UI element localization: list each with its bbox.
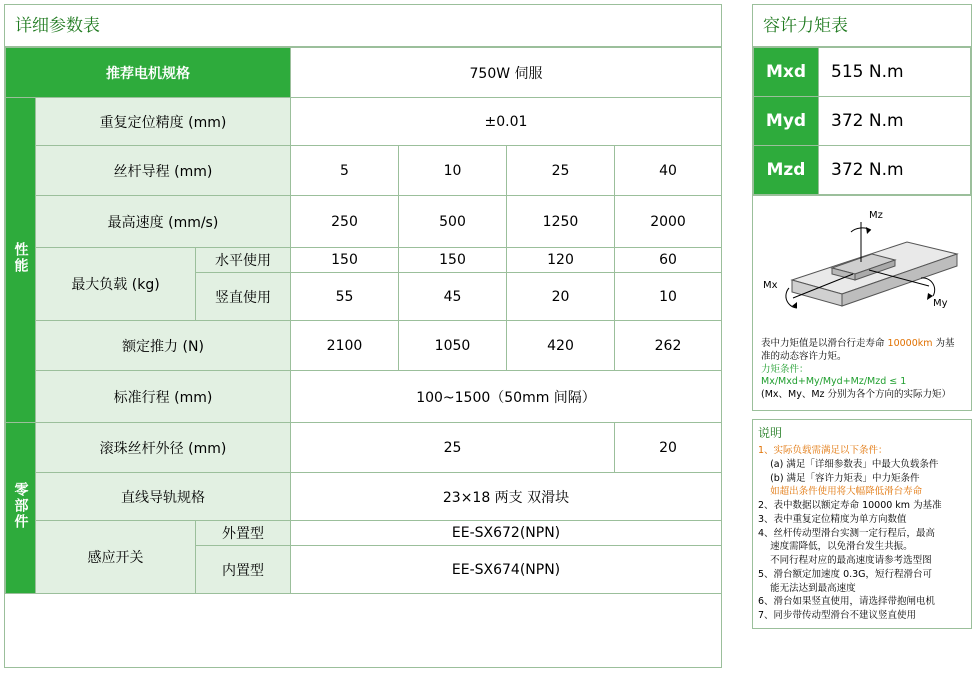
group-parts-label: 零部件 — [12, 482, 29, 530]
right-column — [752, 4, 972, 629]
screw-diameter-value-b: 20 — [615, 423, 722, 473]
lead-value-1: 5 — [291, 146, 399, 196]
motor-spec-label: 推荐电机规格 — [6, 48, 291, 98]
list-item: 6、滑台如果竖直使用，请选择带抱闸电机 — [758, 596, 936, 608]
list-item: 3、表中重复定位精度为单方向数值 — [758, 513, 907, 525]
rail-value: 23×18 两支 双滑块 — [291, 473, 722, 521]
list-item: 速度需降低，以免滑台发生共振。 — [758, 541, 913, 553]
sensor-external-label: 外置型 — [196, 521, 291, 546]
table-row — [6, 521, 722, 546]
max-load-horizontal-label: 水平使用 — [196, 248, 291, 273]
screw-diameter-label: 滚珠丝杆外径 (mm) — [36, 423, 291, 473]
torque-label-mzd: Mzd — [754, 146, 819, 195]
axis-label-mx: Mx — [763, 280, 778, 291]
rated-thrust-label: 额定推力 (N) — [36, 321, 291, 371]
torque-note — [757, 336, 967, 406]
table-row — [6, 371, 722, 423]
torque-note-distance: 10000km — [887, 338, 933, 349]
table-row — [6, 248, 722, 273]
sensor-external-value: EE-SX672(NPN) — [291, 521, 722, 546]
table-row — [754, 48, 971, 97]
torque-panel — [752, 4, 972, 196]
linear-actuator-axis-diagram — [757, 202, 967, 332]
detailed-parameters-panel — [4, 4, 722, 668]
lead-value-3: 25 — [507, 146, 615, 196]
lead-value-4: 40 — [615, 146, 722, 196]
repeat-accuracy-label: 重复定位精度 (mm) — [36, 98, 291, 146]
lead-value-2: 10 — [399, 146, 507, 196]
rated-thrust-value-2: 1050 — [399, 321, 507, 371]
list-item: 7、同步带传动型滑台不建议竖直使用 — [758, 610, 917, 622]
description-panel — [752, 419, 972, 629]
torque-value-myd: 372 N.m — [819, 97, 971, 146]
table-row — [754, 97, 971, 146]
repeat-accuracy-value: ±0.01 — [291, 98, 722, 146]
max-load-label: 最大负载 (kg) — [36, 248, 196, 321]
max-load-h-value-2: 150 — [399, 248, 507, 273]
torque-title: 容许力矩表 — [753, 5, 971, 47]
max-load-h-value-3: 120 — [507, 248, 615, 273]
torque-note-line1a: 表中力矩值是以滑台行走寿命 — [761, 338, 888, 349]
list-item: 如超出条件使用将大幅降低滑台寿命 — [758, 486, 923, 498]
list-item: 不同行程对应的最高速度请参考选型图 — [758, 555, 932, 567]
table-row — [6, 321, 722, 371]
rated-thrust-value-1: 2100 — [291, 321, 399, 371]
torque-note-line3: 力矩条件： — [761, 363, 809, 375]
max-load-v-value-2: 45 — [399, 273, 507, 321]
group-performance-label: 性能 — [12, 242, 29, 274]
torque-label-myd: Myd — [754, 97, 819, 146]
max-speed-value-4: 2000 — [615, 196, 722, 248]
torque-note-line1c: 为基 — [932, 338, 955, 349]
page-title: 详细参数表 — [5, 5, 721, 47]
list-item: 能无法达到最高速度 — [758, 582, 856, 594]
torque-table — [753, 47, 971, 195]
torque-value-mxd: 515 N.m — [819, 48, 971, 97]
torque-note-formula: Mx/Mxd+My/Myd+Mz/Mzd ≤ 1 — [761, 376, 907, 388]
torque-diagram-panel — [752, 196, 972, 411]
sensor-internal-label: 内置型 — [196, 546, 291, 594]
max-speed-value-1: 250 — [291, 196, 399, 248]
rated-thrust-value-3: 420 — [507, 321, 615, 371]
parameters-table — [5, 47, 722, 594]
table-row — [6, 423, 722, 473]
max-load-h-value-1: 150 — [291, 248, 399, 273]
table-row — [6, 473, 722, 521]
torque-note-line2: 准的动态容许力矩。 — [761, 350, 847, 362]
table-row — [6, 196, 722, 248]
max-speed-value-2: 500 — [399, 196, 507, 248]
rated-thrust-value-4: 262 — [615, 321, 722, 371]
axis-label-my: My — [933, 298, 948, 309]
table-row — [6, 48, 722, 98]
table-row — [6, 98, 722, 146]
description-title: 说明 — [758, 426, 783, 441]
table-row — [754, 146, 971, 195]
motor-spec-value: 750W 伺服 — [291, 48, 722, 98]
sensor-internal-value: EE-SX674(NPN) — [291, 546, 722, 594]
list-item: 1、实际负载需满足以下条件： — [758, 445, 888, 457]
list-item: (a) 满足「详细参数表」中最大负载条件 — [758, 458, 939, 470]
list-item: 5、滑台额定加速度 0.3G，短行程滑台可 — [758, 568, 933, 580]
max-speed-value-3: 1250 — [507, 196, 615, 248]
lead-label: 丝杆导程 (mm) — [36, 146, 291, 196]
max-speed-label: 最高速度 (mm/s) — [36, 196, 291, 248]
group-performance — [6, 98, 36, 423]
sensor-label: 感应开关 — [36, 521, 196, 594]
rail-label: 直线导轨规格 — [36, 473, 291, 521]
list-item: 2、表中数据以额定寿命 10000 km 为基准 — [758, 500, 942, 512]
screw-diameter-value-a: 25 — [291, 423, 615, 473]
list-item: (b) 满足「容许力矩表」中力矩条件 — [758, 472, 920, 484]
max-load-vertical-label: 竖直使用 — [196, 273, 291, 321]
torque-label-mxd: Mxd — [754, 48, 819, 97]
max-load-v-value-1: 55 — [291, 273, 399, 321]
stroke-value: 100~1500（50mm 间隔） — [291, 371, 722, 423]
group-parts — [6, 423, 36, 594]
list-item: 4、丝杆传动型滑台实测一定行程后，最高 — [758, 527, 936, 539]
max-load-v-value-4: 10 — [615, 273, 722, 321]
torque-note-line5: (Mx、My、Mz 分别为各个方向的实际力矩） — [761, 389, 952, 401]
stroke-label: 标准行程 (mm) — [36, 371, 291, 423]
description-list — [758, 444, 966, 623]
torque-value-mzd: 372 N.m — [819, 146, 971, 195]
axis-label-mz: Mz — [869, 210, 883, 221]
max-load-v-value-3: 20 — [507, 273, 615, 321]
table-row — [6, 146, 722, 196]
max-load-h-value-4: 60 — [615, 248, 722, 273]
